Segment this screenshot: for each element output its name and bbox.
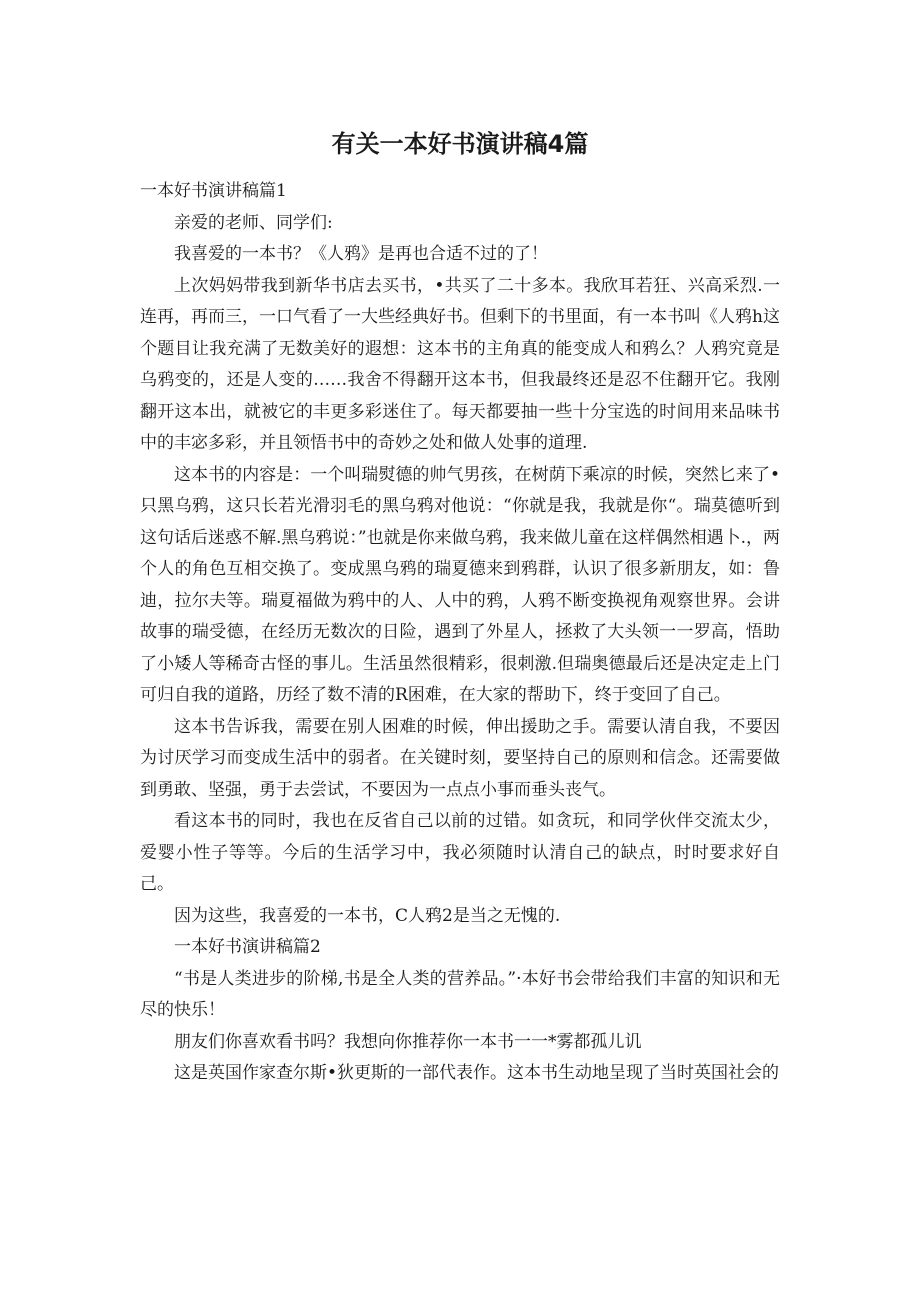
paragraph: 这本书告诉我，需要在别人困难的时候，伸出援助之手。需要认清自我，不要因为讨厌学习而变成生活中的弱者。在关键时刻，要坚持自己的原则和信念。还需要做到勇敢、坚强，勇于去尝试，不要因为一点点小事而垂头丧气。 <box>140 716 780 800</box>
document-title: 有关一本好书演讲稿4篇 <box>331 130 589 158</box>
paragraph: 亲爱的老师、同学们: <box>174 212 333 233</box>
document-body <box>140 176 780 1090</box>
paragraph: 我喜爱的一本书？《人鸦》是再也合适不过的了！ <box>174 244 548 264</box>
section-heading: 一本好书演讲稿篇2 <box>174 937 321 957</box>
paragraph: 因为这些，我喜爱的一本书，C人鸦2是当之无愧的. <box>174 905 561 926</box>
paragraph: 朋友们你喜欢看书吗？我想向你推荐你一本书一一*雾都孤儿讥 <box>174 1031 642 1052</box>
paragraph: 这是英国作家查尔斯•狄更斯的一部代表作。这本书生动地呈现了当时英国社会的 <box>174 1063 780 1083</box>
paragraph: 上次妈妈带我到新华书店去买书，•共买了二十多本。我欣耳若狂、兴高采烈.一连再，再而三，一口气看了一大些经典好书。但剩下的书里面，有一本书叫《人鸦h这个题目让我充满了无数美好的遐想：这本书的主角真的能变成人和鸦么？人鸦究竟是乌鸦变的，还是人变的……我舍不得翻开这本书，但我最终还是忍不住翻开它。我刚翻开这本出，就被它的丰更多彩迷住了。每天都要抽一些十分宝选的时间用来品味书中的丰宓多彩，并且领悟书中的奇妙之处和做人处事的道理. <box>140 275 780 453</box>
paragraph: “书是人类进步的阶梯,书是全人类的营养品。”·本好书会带给我们丰富的知识和无尽的快乐！ <box>140 968 780 1020</box>
paragraph: 这本书的内容是：一个叫瑞熨德的帅气男孩，在树荫下乘凉的时候，突然匕来了•只黑乌鸦，这只长若光滑羽毛的黑乌鸦对他说：“你就是我，我就是你“。瑞莫德听到这句话后迷惑不解.黑乌鸦说：”也就是你来做乌鸦，我来做儿童在这样偶然相遇卜.，两个人的角色互相交换了。变成黑乌鸦的瑞夏德来到鸦群，认识了很多新朋友，如：鲁迪，拉尔夫等。瑞夏福做为鸦中的人、人中的鸦，人鸦不断变换视角观察世界。会讲故事的瑞受德，在经历无数次的日险，遇到了外星人，拯救了大头领一一罗高，悟助了小矮人等稀奇古怪的事儿。生活虽然很精彩，很刺激.但瑞奥德最后还是决定走上门可归自我的道路，历经了数不清的R困难，在大家的帮助下，终于变回了自己。 <box>140 464 780 705</box>
paragraph: 看这本书的同时，我也在反省自己以前的过错。如贪玩，和同学伙伴交流太少，爱婴小性子等等。今后的生活学习中，我必须随时认清自己的缺点，时时要求好自己。 <box>140 811 780 894</box>
section-heading: 一本好书演讲稿篇1 <box>140 181 287 201</box>
